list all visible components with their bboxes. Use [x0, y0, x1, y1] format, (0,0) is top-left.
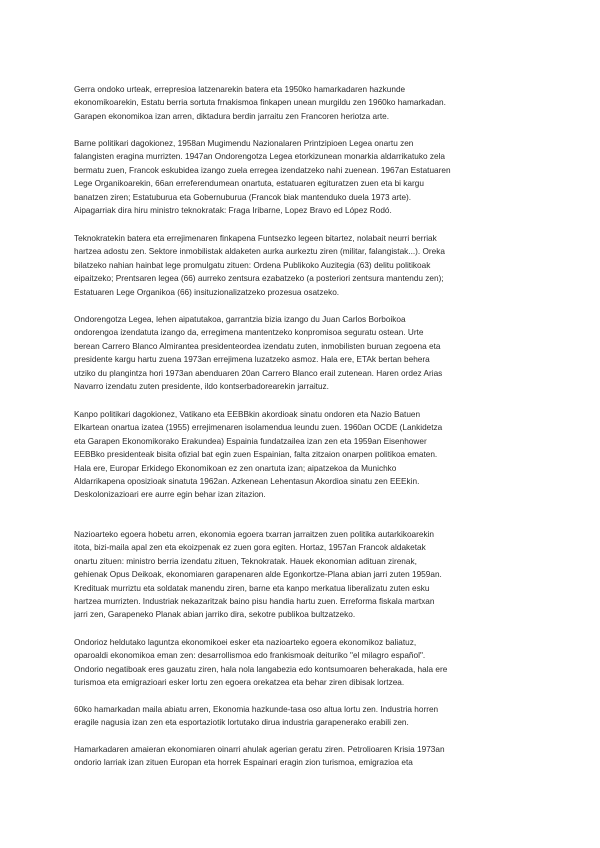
text-line: jarri zen, Garapeneko Planak abian jarriko dira, sekotre publikoa bultzatzeko.: [74, 610, 356, 620]
text-line: Garapen ekonomikoa izan arren, diktadura berdin jarraitu zen Francoren heriotza arte.: [74, 111, 390, 121]
text-line: gehienak Opus Deikoak, ekonomiaren garapenaren alde Egonkortze-Plana abian jarri zuten 1959an.: [74, 570, 442, 580]
paragraph-postwar-intro: [74, 83, 542, 123]
text-line: EEBBko presidenteak bisita ofizial bat egin zuen Espainian, falta zitzaion onarpen politikoa ematen.: [74, 450, 438, 460]
text-line: Deskolonizazioari ere aurre egin behar izan zitazion.: [74, 490, 266, 500]
text-line: Ondorioz heldutako laguntza ekonomikoei esker eta nazioarteko egoera ekonomikoz baliatuz,: [74, 638, 417, 647]
text-line: Navarro izendatu zuten presidente, ildo kontserbadorearekin jarraituz.: [74, 382, 329, 392]
text-line: bermatu zuen, Francok eskubidea izango zuela erregea izendatzeko nahi zuenean. 1967an Estatuaren: [74, 165, 451, 175]
paragraph-growth-60s: [74, 703, 542, 730]
paragraph-internal-politics: [74, 137, 542, 217]
paragraph-foreign-policy: [74, 408, 542, 502]
paragraph-economy-reform: [74, 528, 542, 622]
text-line: ekonomikoarekin, Estatu berria sortuta frnakismoa finkapen unean murgildu zen 1960ko hamarkadan.: [74, 98, 446, 108]
text-line: hartzea adostu zen. Sektore inmobilistak aldaketen aurka aurkeztu ziren (militar, falangistak...). Oreka: [74, 247, 445, 257]
text-line: bilatzeko nahian hainbat lege promulgatu zituen: Ordena Publikoko Auzitegia (63) delitu politikoak: [74, 260, 431, 270]
text-line: turismoa eta emigrazioari esker lortu zen egoera orekatzea eta behar ziren dibisak lortzea.: [74, 678, 405, 688]
text-line: ondorengoa izendatuta izango da, erregimena mantentzeko konpromisoa seguratu ostean. Urte: [74, 328, 424, 338]
text-line: eta Garapen Ekonomikorako Erakundea) Espainia fundatzailea izan zen eta 1959an Eisenhower: [74, 436, 427, 446]
text-line: presidente kargu hartu zuena 1973an errejimena luzatzeko asmoz. Hala ere, ETAk bertan behera: [74, 355, 430, 365]
text-line: eipaitzeko; Prentsaren legea (66) aurreko zentsura ezabatzeko (a posteriori zentsura mantendu zen);: [74, 274, 444, 284]
text-line: Hala ere, Europar Erkidego Ekonomikoan ez zen onartuta izan; aipatzekoa da Munichko: [74, 463, 397, 473]
text-line: Hamarkadaren amaieran ekonomiaren oinarri ahulak agerian geratu ziren. Petrolioaren Krisia 1973an: [74, 745, 445, 754]
text-line: Lege Organikoarekin, 66an erreferendumean onartuta, estatuaren egituratzen zuen eta bi kargu: [74, 179, 424, 189]
text-line: Kredituak murriztu eta soldatak manendu ziren, barne eta kanpo merkatua liberalizatu zuten esku: [74, 583, 430, 593]
text-line: oparoaldi ekonomikoa eman zen: desarrollismoa edo frankismoak deiturikο "el milagro español".: [74, 651, 426, 661]
text-line: utziko du plangintza hori 1973an abenduaren 20an Carrero Blanco erail zutenean. Haren ordez Arias: [74, 368, 443, 378]
text-line: Nazioarteko egoera hobetu arren, ekonomia egoera txarran jarraitzen zuen politika autarkikoarekin: [74, 530, 434, 539]
text-line: hartzea murrizten. Industriak nekazaritzak baino pisu handia hartu zuen. Erreforma fiskala martxan: [74, 597, 435, 607]
text-line: Aldarrikapena oposizioak sinatuta 1962an. Azkenean Lehentasun Akordioa sinatu zen EEEkin.: [74, 477, 420, 487]
paragraph-oil-crisis: [74, 743, 542, 770]
text-line: onartu zituen: ministro berria izendatu zituen, Teknokratak. Hauek ekonomian adituan zirenak,: [74, 556, 417, 566]
text-line: eragile nagusia izan zen eta esportaziotik lortutako dirua industria garapenerako erabili zen.: [74, 718, 409, 728]
text-line: Elkartean onartua izatea (1955) errejimenaren isolamendua leundu zuen. 1960an OCDE (Lankidetza: [74, 423, 443, 433]
text-line: falangisten eragina murrizten. 1947an Ondorengotza Legea etorkizunean monarkia aldarrikatuko zela: [74, 152, 446, 162]
paragraph-economic-boom: [74, 636, 542, 690]
text-line: Ondorio negatiboak eres gauzatu ziren, hala nola langabezia edo kontsumoaren beherakada, hala ere: [74, 664, 448, 674]
text-line: banatzen ziren; Estatuburua eta Gobernuburua (Francok biak mantenduko duela 1973 arte).: [74, 192, 412, 202]
text-line: Gerra ondoko urteak, errepresioa latzenarekin batera eta 1950ko hamarkadaren hazkunde: [74, 85, 406, 94]
text-line: Barne politikari dagokionez, 1958an Mugimendu Nazionalaren Printzipioen Legea onartu zen: [74, 139, 414, 148]
paragraph-technocrats: [74, 232, 542, 299]
text-line: itota, bizi-maila apal zen eta ekoizpenak ez zuen gora egiten. Hortaz, 1957an Francok aldaketak: [74, 543, 426, 553]
text-line: Aipagarriak dira hiru ministro teknokratak: Fraga Iribarne, Lopez Bravo ed López Rodó.: [74, 206, 392, 216]
text-line: Ondorengotza Legea, lehen aipatutakoa, garrantzia bizia izango du Juan Carlos Borboikoa: [74, 315, 406, 324]
text-line: Kanpo politikari dagokionez, Vatikano eta EEBBkin akordioak sinatu ondoren eta Nazio Batuen: [74, 410, 421, 419]
paragraph-succession-law: [74, 313, 542, 393]
text-line: berean Carrero Blanco Almirantea presidenteordea izendatu zuten, inmobilisten buruan zegoena eta: [74, 341, 441, 351]
text-line: 60ko hamarkadan maila abiatu arren, Ekonomia hazkunde-tasa oso altua lortu zen. Industria horren: [74, 705, 439, 714]
text-line: Teknokratekin batera eta errejimenaren finkapena Funtsezko legeen bitartez, nolabait neurri berriak: [74, 234, 437, 243]
text-line: ondorio larriak izan zituen Europan eta horrek Espainari eragin zion turismoa, emigrazioa eta: [74, 758, 413, 768]
text-line: Estatuaren Lege Organikoa (66) insituzionalizatzeko prozesua osatzeko.: [74, 287, 340, 297]
